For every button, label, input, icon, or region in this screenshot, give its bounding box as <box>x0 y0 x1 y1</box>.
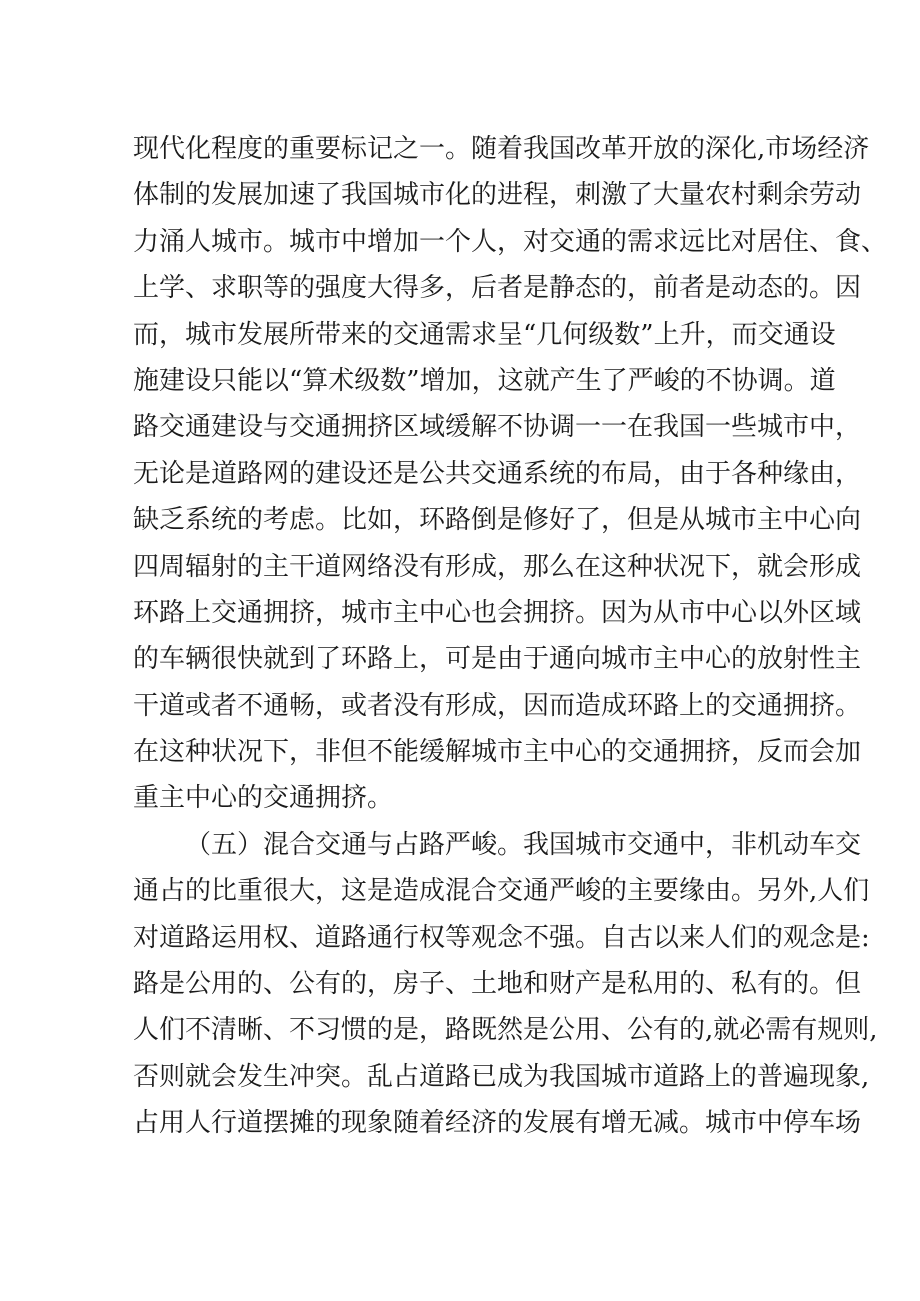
text-line: 人们不清晰、不习惯的是，路既然是公用、公有的,就必需有规则, <box>133 1015 878 1046</box>
text-line: 现代化程度的重要标记之一。随着我国改革开放的深化,市场经济 <box>133 134 870 164</box>
text-line: 在这种状况下，非但不能缓解城市主中心的交通拥挤，反而会加 <box>133 737 862 768</box>
text-line: 对道路运用权、道路通行权等观念不强。自古以来人们的观念是: <box>133 922 870 953</box>
document-body <box>133 126 888 1147</box>
text-line: 通占的比重很大，这是造成混合交通严峻的主要缘由。另外,人们 <box>133 876 870 907</box>
text-line: 而，城市发展所带来的交通需求呈“几何级数”上升，而交通设 <box>133 319 836 350</box>
text-line: 体制的发展加速了我国城市化的进程，刺激了大量农村剩余劳动 <box>133 180 862 211</box>
text-line: 干道或者不通畅，或者没有形成，因而造成环路上的交通拥挤。 <box>133 690 862 721</box>
text-line: 的车辆很快就到了环路上，可是由于通向城市主中心的放射性主 <box>133 644 862 675</box>
text-line: 上学、求职等的强度大得多，后者是静态的，前者是动态的。因 <box>133 273 862 304</box>
text-line: 缺乏系统的考虑。比如，环路倒是修好了，但是从城市主中心向 <box>133 505 862 536</box>
paragraph-end-line: 重主中心的交通拥挤。 <box>133 783 394 814</box>
text-line: 无论是道路网的建设还是公共交通系统的布局，由于各种缘由， <box>133 458 862 489</box>
text-line: 施建设只能以“算术级数”增加，这就产生了严峻的不协调。道 <box>133 365 836 396</box>
text-line: 路是公用的、公有的，房子、土地和财产是私用的、私有的。但 <box>133 969 862 1000</box>
text-line: 力涌人城市。城市中增加一个人，对交通的需求远比对居住、食、 <box>133 226 888 257</box>
text-line: 环路上交通拥挤，城市主中心也会拥挤。因为从市中心以外区域 <box>133 597 862 628</box>
section-heading-line: （五）混合交通与占路严峻。我国城市交通中，非机动车交 <box>185 829 862 860</box>
text-line: 四周辐射的主干道网络没有形成，那么在这种状况下，就会形成 <box>133 551 862 582</box>
text-line: 占用人行道摆摊的现象随着经济的发展有增无减。城市中停车场 <box>133 1108 862 1139</box>
text-line: 路交通建设与交通拥挤区域缓解不协调一一在我国一些城市中， <box>133 412 862 443</box>
text-line: 否则就会发生冲突。乱占道路已成为我国城市道路上的普遍现象, <box>133 1061 870 1092</box>
